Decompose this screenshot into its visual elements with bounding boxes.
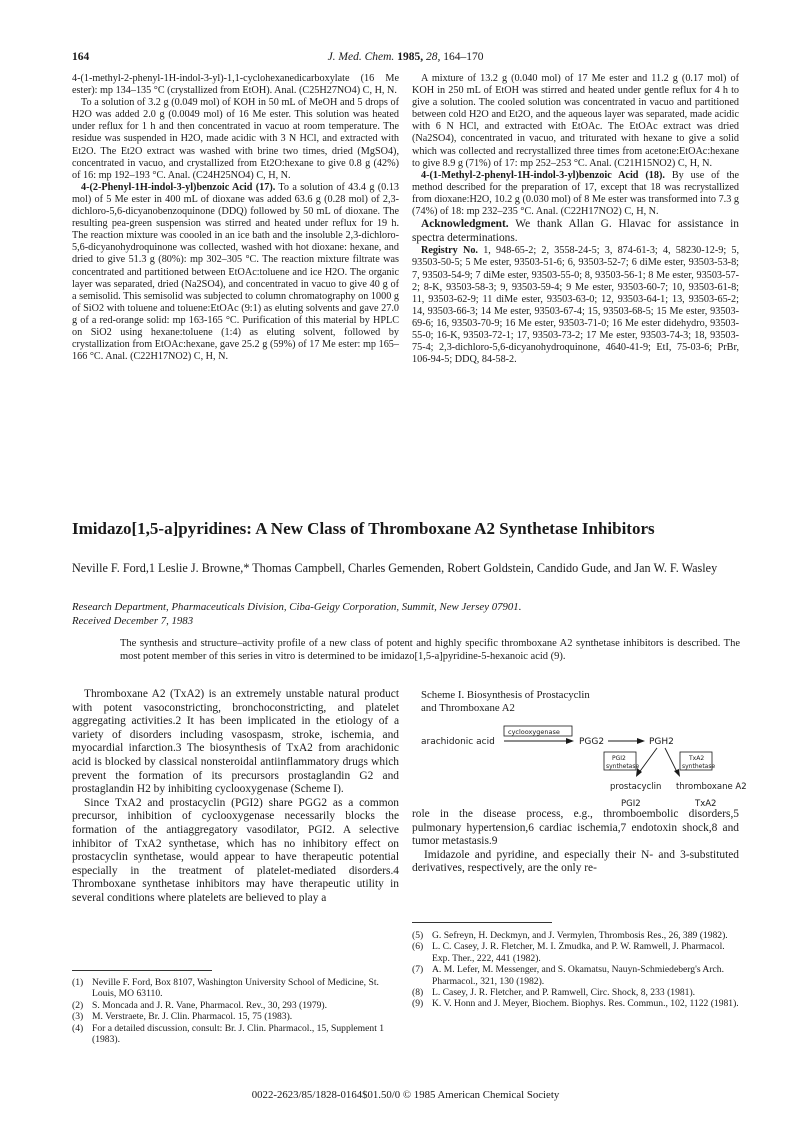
paragraph-text: By use of the method described for the preparation of 17, except that 18 was recrystallized from dioxane:H2O, 10.2 g (0.030 mol) of 8 Me ester was transformed into 7.3 g (74%) of 18: mp 232–235 °C. Anal. (C22H17NO2) C, H, N. xyxy=(412,169,740,218)
affiliation: Research Department, Pharmaceuticals Division, Ciba-Geigy Corporation, Summit, New Jersey 07901. xyxy=(72,601,522,613)
acknowledgment xyxy=(412,218,739,245)
introduction-left-column xyxy=(72,688,399,906)
footnote xyxy=(412,998,739,1009)
footnote-number: (9) xyxy=(412,998,424,1010)
registry-text: 1, 948-65-2; 2, 3558-24-5; 3, 874-61-3; 4, 58230-12-9; 5, 93503-50-5; 5 Me ester, 93503-51-6; 6, 93503-52-7; 6 diMe ester, 93503-53-8; 7, 93503-54-9; 7 diMe ester, 93503-55-0; 8, 93503-56-1; 8 Me ester, 93503-57-2; 8-K, 93503-58-3; 9, 93503-59-4; 9 Me ester, 93503-60-7; 10, 93503-61-8; 11, 93503-62-9; 11 diMe ester, 93503-63-0; 12, 93503-64-1; 13, 93503-65-2; 14, 93503-66-3; 14 Me ester, 93503-67-4; 15, 93503-68-5; 15 Me ester, 93503-69-6; 16, 93503-70-9; 16 Me ester, 93503-71-0; 16 Me ester didehydro, 93503-55-0; 16-K, 93503-72-1; 17, 93503-73-2; 17 Me ester, 93503-74-3; 18, 93503-75-4; 2,3-dichloro-5,6-dicyanohydroquinone, 4640-41-9; EtI, 75-03-6; PrBr, 106-94-5; DDQ, 84-58-2. xyxy=(412,245,739,366)
previous-article-right-column xyxy=(412,73,739,366)
copyright-footer: 0022-2623/85/1828-0164$01.50/0 © 1985 American Chemical Society xyxy=(251,1089,560,1101)
arrow-head xyxy=(637,738,645,744)
footnote-rule xyxy=(412,922,552,923)
footnote-text: L. C. Casey, J. R. Fletcher, M. I. Zmudka, and P. W. Ramwell, J. Pharmacol. Exp. Ther., 222, 441 (1982). xyxy=(432,941,725,964)
thromboxane-label: thromboxane A2 xyxy=(676,782,747,792)
footnote-number: (2) xyxy=(72,999,84,1011)
enzyme-label: synthetase xyxy=(682,763,716,770)
scheme-caption-line: Scheme I. Biosynthesis of Prostacyclin xyxy=(421,689,590,701)
paragraph xyxy=(72,182,399,363)
journal-header xyxy=(0,51,811,63)
pgg2-label: PGG2 xyxy=(579,737,605,747)
affiliation-block xyxy=(72,600,742,628)
footnote-number: (3) xyxy=(72,1011,84,1023)
scheme-caption-line: and Thromboxane A2 xyxy=(421,702,515,714)
compound-heading: 4-(1-Methyl-2-phenyl-1H-indol-3-yl)benzoic Acid (18). xyxy=(421,169,665,181)
footnote-number: (8) xyxy=(412,987,424,999)
enzyme-label: TxA2 xyxy=(689,755,705,762)
registry-numbers xyxy=(412,245,739,366)
footnote-text: Neville F. Ford, Box 8107, Washington University School of Medicine, St. Louis, MO 63110. xyxy=(92,977,379,1000)
arrow-head xyxy=(674,769,680,777)
page-number: 164 xyxy=(72,51,90,63)
branch-line xyxy=(665,748,678,774)
footnotes-right xyxy=(412,930,739,1010)
footnote-text: L. Casey, J. R. Fletcher, and P. Ramwell, Circ. Shock, 8, 233 (1981). xyxy=(432,987,696,999)
footnote-number: (1) xyxy=(72,977,84,988)
footnote-text: S. Moncada and J. R. Vane, Pharmacol. Rev., 30, 293 (1979). xyxy=(92,999,328,1011)
enzyme-label: PGI2 xyxy=(612,755,626,762)
journal-year: 1985, xyxy=(397,51,424,63)
arachidonic-acid-label: arachidonic acid xyxy=(421,737,495,747)
footnote xyxy=(72,977,399,1000)
paragraph-text: To a solution of 43.4 g (0.13 mol) of 5 Me ester in 400 mL of dioxane was added 63.6 g (0.28 mol) of 2,3-dichloro-5,6-dicyanobenzoquinone (DDQ) followed by 50 mL of dioxane. The resulting pea-green suspension was stirred and heated under reflux for 19 h. The reaction mixture was coooled in an ice bath and the insoluble 2,3-dichloro-5,6-dicyanohydroquinone was collected, washed with hot dioxane: hexane, and dried to give 51.3 g (80%): mp 302–305 °C. The reaction mixture filtrate was concentrated and partitioned between EtOAc:toluene and ice H2O. The organic layer was separated, dried (Na2SO4), and concentrated in vacuo to give 40 g of a semisolid. This semisolid was subjected to column chromatography on 1000 g of SiO2 with toluene and toluene:EtOAc (9:1) as eluting solvents and gave 27.0 g of a red-orange solid: mp 163-165 °C. Purification of this material by HPLC on SiO2 using hexane:toluene (1:4) as eluting solvent, followed by crystallization from EtOAc:hexane, gave 25.2 g (59%) of 17 Me ester: mp 165–166 °C. Anal. (C22H17NO2) C, H, N. xyxy=(72,181,399,363)
footnote-number: (6) xyxy=(412,941,424,953)
paragraph: Imidazole and pyridine, and especially their N- and 3-substituted derivatives, respectively, are the only re- xyxy=(412,848,739,875)
previous-article-left-column xyxy=(72,73,399,363)
arrow-head xyxy=(566,738,574,744)
footnote xyxy=(72,1023,399,1046)
scheme-caption xyxy=(421,689,590,715)
footnote-number: (4) xyxy=(72,1022,84,1034)
enzyme-label: cyclooxygenase xyxy=(508,728,560,736)
paragraph: 4-(1-methyl-2-phenyl-1H-indol-3-yl)-1,1-cyclohexanedicarboxylate (16 Me ester): mp 134–135 °C (crystallized from EtOH). Anal. (C25H27NO4) C, H, N. xyxy=(72,73,399,97)
acknowledgment-heading: Acknowledgment. xyxy=(421,218,509,231)
footnote xyxy=(412,930,739,941)
footnote-text: G. Sefreyn, H. Deckmyn, and J. Vermylen, Thrombosis Res., 26, 389 (1982). xyxy=(432,930,728,941)
footnote-number: (7) xyxy=(412,964,424,976)
footnotes-left xyxy=(72,977,399,1045)
abstract: The synthesis and structure–activity profile of a new class of potent and highly specific thromboxane A2 synthetase inhibitors is described. The most potent member of this series in vitro is determined to be imidazo[1,5-a]pyridine-5-hexanoic acid (9). xyxy=(120,638,740,662)
article-title: Imidazo[1,5-a]pyridines: A New Class of Thromboxane A2 Synthetase Inhibitors xyxy=(72,519,655,538)
paragraph: A mixture of 13.2 g (0.040 mol) of 17 Me ester and 11.2 g (0.17 mol) of KOH in 250 mL of EtOH was stirred and heated under gentle reflux for 4 h to give a solution. The cooled solution was concentrated in vacuo and partitioned between cold H2O and Et2O, and the aqueous layer was separated, made acidic with 6 N HCl, and extracted with EtOAc. The EtOAc extract was dried (Na2SO4), concentrated in vacuo, and triturated with hexane to give a solid which was collected and recrystallized three times from acetone:EtOAc:hexane to give 8.9 g (71%) of 17: mp 252–253 °C. Anal. (C21H15NO2) C, H, N. xyxy=(412,73,739,169)
enzyme-label: synthetase xyxy=(606,763,640,770)
paragraph xyxy=(412,170,739,218)
paragraph: To a solution of 3.2 g (0.049 mol) of KOH in 50 mL of MeOH and 5 drops of H2O was added 2.0 g (0.0049 mol) of 16 Me ester. This solution was heated under reflux for 1 h and then concentrated in vacuo at room temperature. The residue was suspended in H2O, made acidic with 3 N HCl, and extracted with Et2O. The Et2O extract was washed with brine two times, dried (MgSO4), concentrated in vacuo, and crystallized from Et2O:hexane to give 0.8 g (42%) of 16: mp 192–193 °C. Anal. (C24H25NO4) C, H, N. xyxy=(72,97,399,181)
footnote-rule xyxy=(72,970,212,971)
footnote xyxy=(72,1011,399,1022)
registry-heading: Registry No. xyxy=(421,245,478,257)
footnote-text: K. V. Honn and J. Meyer, Biochem. Biophys. Res. Commun., 102, 1122 (1981). xyxy=(432,998,739,1010)
pgh2-label: PGH2 xyxy=(649,737,674,747)
authors: Neville F. Ford,1 Leslie J. Browne,* Thomas Campbell, Charles Gemenden, Robert Goldstein, Candido Gude, and Jan W. F. Wasley xyxy=(72,561,718,575)
branch-line xyxy=(638,748,657,774)
footnote-text: For a detailed discussion, consult: Br. J. Clin. Pharmacol., 15, Supplement 1 (1983). xyxy=(92,1022,385,1046)
acknowledgment-text: We thank Allan G. Hlavac for assistance in spectra determinations. xyxy=(412,218,739,244)
journal-name: J. Med. Chem. xyxy=(327,51,395,63)
received-date: Received December 7, 1983 xyxy=(72,615,194,627)
footnote xyxy=(412,941,739,964)
pgi2-label: PGI2 xyxy=(621,799,641,809)
footnote xyxy=(412,964,739,987)
compound-heading: 4-(2-Phenyl-1H-indol-3-yl)benzoic Acid (17). xyxy=(81,181,276,193)
journal-volume: 28, xyxy=(425,51,441,63)
footnote-text: M. Verstraete, Br. J. Clin. Pharmacol. 15, 75 (1983). xyxy=(92,1011,293,1023)
journal-pages: 164–170 xyxy=(443,51,484,63)
txa2-label: TxA2 xyxy=(695,799,717,809)
prostacyclin-label: prostacyclin xyxy=(610,782,662,792)
footnote-number: (5) xyxy=(412,930,424,941)
footnote-text: A. M. Lefer, M. Messenger, and S. Okamatsu, Nauyn-Schmiedeberg's Arch. Pharmacol., 321, 130 (1982). xyxy=(432,964,724,987)
paragraph: Thromboxane A2 (TxA2) is an extremely unstable natural product with potent vasoconstricting, bronchoconstricting, and platelet aggregating activities.2 It has been implicated in the etiology of a variety of disorders including vasospasm, stroke, ischemia, and myocardial infarction.3 The biosynthesis of TxA2 from arachidonic acid is blocked by classical nonsteroidal antiinflammatory drugs which prevent the formation of its precursors prostaglandin G2 and prostaglandin H2 by inhibiting cyclooxygenase (Scheme I). xyxy=(72,688,399,796)
introduction-right-column xyxy=(412,808,739,876)
paragraph: role in the disease process, e.g., thromboembolic disorders,5 pulmonary hypertension,6 cardiac ischemia,7 endotoxin shock,8 and tumor metastasis.9 xyxy=(412,808,739,848)
scheme-diagram xyxy=(412,722,752,810)
footnote xyxy=(72,1000,399,1011)
footnote xyxy=(412,987,739,998)
paragraph: Since TxA2 and prostacyclin (PGI2) share PGG2 as a common precursor, inhibition of cyclooxygenase necessarily blocks the formation of the antiaggregatory vasodilator, PGI2. A selective inhibitor of TxA2 synthetase, which has no inhibitory effect on prostacyclin synthetase, would appear to have therapeutic potential especially in the treatment of platelet-mediated disorders.4 Thromboxane synthetase inhibitors may have therapeutic utility in several conditions where platelets are believed to play a xyxy=(72,796,399,904)
